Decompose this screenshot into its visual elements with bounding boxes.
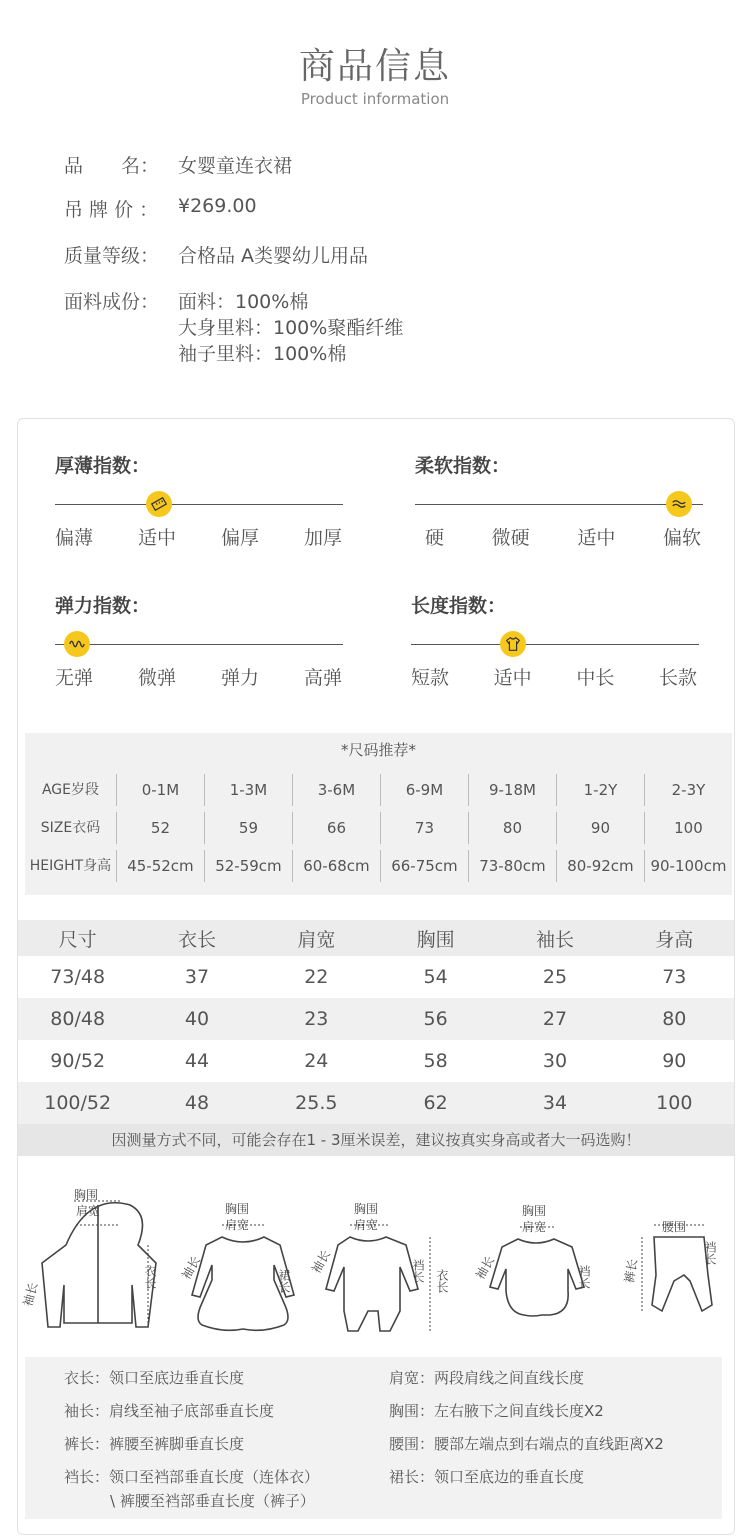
length-index-title: 长度指数： [411, 595, 507, 617]
size-cell: 80 [468, 812, 556, 844]
measurement-note: 因测量方式不同，可能会存在1 - 3厘米误差，建议按真实身高或者大一码选购！ [18, 1124, 734, 1156]
page-subtitle: Product information [300, 90, 450, 108]
definition-sleeve-length: 袖长：肩线至袖子底部垂直长度 [64, 1402, 275, 1420]
product-price-label: 吊 牌 价 ： [64, 199, 159, 221]
pants-diagram [622, 1220, 717, 1311]
table-cell: 80 [662, 1008, 687, 1030]
softness-index-marker [666, 491, 692, 517]
dress-skirt-label: 裙长 [277, 1269, 291, 1293]
product-name-label: 品 名： [64, 155, 160, 177]
softness-option-1: 微硬 [491, 527, 530, 549]
table-cell: 100 [656, 1092, 693, 1114]
bodysuit-shoulder-label: 肩宽 [522, 1220, 547, 1234]
thickness-index-track [55, 504, 343, 505]
height-cell: 52-59cm [204, 850, 292, 882]
body-length-label: 衣长 [143, 1265, 157, 1289]
age-row [25, 771, 732, 809]
age-label: AGE岁段 [41, 782, 99, 798]
size-recommend-grid [25, 771, 732, 885]
length-option-1: 适中 [493, 667, 532, 689]
table-cell: 30 [542, 1050, 568, 1072]
softness-option-3: 偏软 [662, 527, 701, 549]
definition-skirt-length: 裙长：领口至底边的垂直长度 [389, 1468, 585, 1486]
table-cell: 44 [184, 1050, 210, 1072]
ruler-icon [150, 495, 168, 513]
table-row [18, 998, 734, 1040]
thickness-index-marker [146, 491, 172, 517]
product-grade-label: 质量等级： [64, 245, 160, 267]
softness-index-track [415, 504, 703, 505]
table-row [18, 956, 734, 998]
spring-icon [68, 635, 86, 653]
table-header-cell: 身高 [655, 928, 694, 951]
size-row [25, 809, 732, 847]
thickness-option-0: 偏薄 [55, 527, 94, 549]
sleeve-label: 袖长 [20, 1281, 41, 1308]
chest-label: 胸围 [74, 1188, 99, 1202]
table-header-cell: 胸围 [416, 928, 455, 951]
product-price-value: ¥269.00 [178, 195, 257, 217]
dress-shoulder-label: 肩宽 [225, 1218, 250, 1232]
table-cell: 25 [542, 966, 568, 988]
height-cell: 80-92cm [556, 850, 644, 882]
shirt-icon [504, 635, 522, 653]
table-cell: 54 [423, 966, 448, 988]
definition-pants-length: 裤长：裤腰至裤脚垂直长度 [64, 1435, 245, 1453]
length-option-3: 长款 [658, 667, 697, 689]
length-index-track [411, 644, 699, 645]
shoulder-label: 肩宽 [76, 1204, 101, 1218]
definition-crotch-length-pants: \ 裤腰至裆部垂直长度（裤子） [110, 1492, 315, 1510]
size-cell: 90 [556, 812, 644, 844]
thickness-option-1: 适中 [137, 527, 176, 549]
table-cell: 56 [423, 1008, 448, 1030]
table-cell: 48 [184, 1092, 210, 1114]
definition-crotch-length: 裆长：领口至裆部垂直长度（连体衣） [64, 1468, 320, 1486]
table-cell: 62 [423, 1092, 448, 1114]
pants-length-label: 裤长 [622, 1258, 641, 1285]
table-cell: 90 [662, 1050, 687, 1072]
height-cell: 73-80cm [468, 850, 556, 882]
table-cell: 40 [184, 1008, 210, 1030]
size-cell: 73 [380, 812, 468, 844]
bodysuit-chest-label: 胸围 [522, 1204, 547, 1218]
table-cell: 100/52 [44, 1092, 112, 1114]
jacket-diagram [20, 1187, 157, 1327]
product-fabric-value-3: 袖子里料：100%棉 [178, 343, 347, 365]
table-cell: 23 [304, 1008, 329, 1030]
softness-option-0: 硬 [425, 527, 445, 549]
age-cell: 6-9M [380, 774, 468, 806]
bodysuit-sleeve-label: 袖长 [472, 1253, 498, 1282]
thickness-option-2: 偏厚 [220, 527, 259, 549]
elasticity-index-track [55, 644, 343, 645]
age-cell: 0-1M [116, 774, 204, 806]
definition-shoulder: 肩宽：两段肩线之间直线长度 [389, 1369, 585, 1387]
height-cell: 60-68cm [292, 850, 380, 882]
size-cell: 66 [292, 812, 380, 844]
product-price-row [64, 195, 257, 222]
product-fabric-row [64, 287, 404, 365]
product-grade-value: 合格品 A类婴幼儿用品 [178, 245, 369, 267]
table-cell: 37 [184, 966, 210, 988]
size-recommend-heading: *尺码推荐* [340, 741, 416, 759]
elasticity-option-3: 高弹 [303, 667, 342, 689]
romper-chest-label: 胸围 [354, 1202, 379, 1216]
length-option-0: 短款 [411, 667, 450, 689]
dress-sleeve-label: 袖长 [178, 1253, 204, 1282]
dress-chest-label: 胸围 [225, 1202, 250, 1216]
definition-body-length: 衣长：领口至底边垂直长度 [64, 1369, 245, 1387]
size-cell: 100 [644, 812, 732, 844]
table-header-cell: 衣长 [177, 928, 216, 951]
age-cell: 2-3Y [644, 774, 732, 806]
romper-sleeve-label: 袖长 [308, 1247, 334, 1276]
wave-icon [670, 495, 688, 513]
table-header-cell: 肩宽 [297, 928, 336, 951]
height-cell: 45-52cm [116, 850, 204, 882]
size-label: SIZE衣码 [40, 820, 101, 836]
table-cell: 27 [542, 1008, 568, 1030]
elasticity-index-title: 弹力指数： [55, 595, 151, 617]
table-cell: 25.5 [295, 1092, 338, 1114]
romper-shoulder-label: 肩宽 [354, 1218, 379, 1232]
size-measure-table [18, 920, 734, 1124]
elasticity-option-0: 无弹 [55, 667, 94, 689]
length-index-marker [500, 631, 526, 657]
length-option-2: 中长 [576, 667, 615, 689]
table-row [18, 1040, 734, 1082]
pants-crotch-label: 裆长 [703, 1241, 717, 1265]
product-name-value: 女婴童连衣裙 [178, 155, 293, 177]
thickness-index-title: 厚薄指数： [55, 455, 151, 477]
length-index-labels [411, 663, 697, 690]
thickness-option-3: 加厚 [303, 527, 342, 549]
measurement-definitions [25, 1357, 722, 1519]
softness-option-2: 适中 [577, 527, 616, 549]
elasticity-index-marker [64, 631, 90, 657]
elasticity-option-1: 微弹 [137, 667, 176, 689]
table-cell: 24 [304, 1050, 329, 1072]
table-cell: 90/52 [50, 1050, 106, 1072]
age-cell: 1-2Y [556, 774, 644, 806]
waist-label: 腰围 [662, 1220, 687, 1234]
romper-crotch-label: 裆长 [411, 1259, 425, 1283]
thickness-index-labels [55, 523, 342, 550]
table-row [18, 1082, 734, 1124]
age-cell: 3-6M [292, 774, 380, 806]
age-cell: 1-3M [204, 774, 292, 806]
bodysuit-crotch-label: 裆长 [577, 1265, 591, 1289]
height-cell: 66-75cm [380, 850, 468, 882]
product-name-row [64, 151, 293, 178]
definition-chest: 胸围：左右腋下之间直线长度X2 [389, 1402, 604, 1420]
product-fabric-label: 面料成份： [64, 291, 160, 313]
height-row [25, 847, 732, 885]
softness-index-title: 柔软指数： [415, 455, 511, 477]
size-cell: 59 [204, 812, 292, 844]
measurement-diagrams [18, 1185, 734, 1345]
size-measure-header-row [18, 920, 734, 956]
elasticity-index-labels [55, 663, 342, 690]
romper-body-length-label: 衣长 [435, 1269, 449, 1293]
size-cell: 52 [116, 812, 204, 844]
bodysuit-diagram [472, 1203, 591, 1316]
table-header-cell: 尺寸 [58, 928, 97, 951]
table-cell: 22 [304, 966, 329, 988]
table-cell: 73/48 [50, 966, 106, 988]
romper-diagram [308, 1201, 449, 1331]
dress-diagram [178, 1201, 294, 1330]
table-cell: 58 [423, 1050, 448, 1072]
table-header-cell: 袖长 [535, 928, 574, 951]
height-cell: 90-100cm [644, 850, 732, 882]
page-title: 商品信息 [298, 46, 451, 87]
softness-index-labels [425, 523, 701, 550]
age-cell: 9-18M [468, 774, 556, 806]
product-fabric-value-1: 面料：100%棉 [178, 291, 309, 313]
product-fabric-value-2: 大身里料：100%聚酯纤维 [178, 317, 404, 339]
definition-waist: 腰围：腰部左端点到右端点的直线距离X2 [389, 1435, 664, 1453]
table-cell: 80/48 [50, 1008, 106, 1030]
size-recommend-table [25, 733, 732, 895]
table-cell: 73 [662, 966, 687, 988]
height-label: HEIGHT身高 [29, 858, 112, 874]
table-cell: 34 [542, 1092, 568, 1114]
product-grade-row [64, 241, 369, 268]
elasticity-option-2: 弹力 [220, 667, 259, 689]
